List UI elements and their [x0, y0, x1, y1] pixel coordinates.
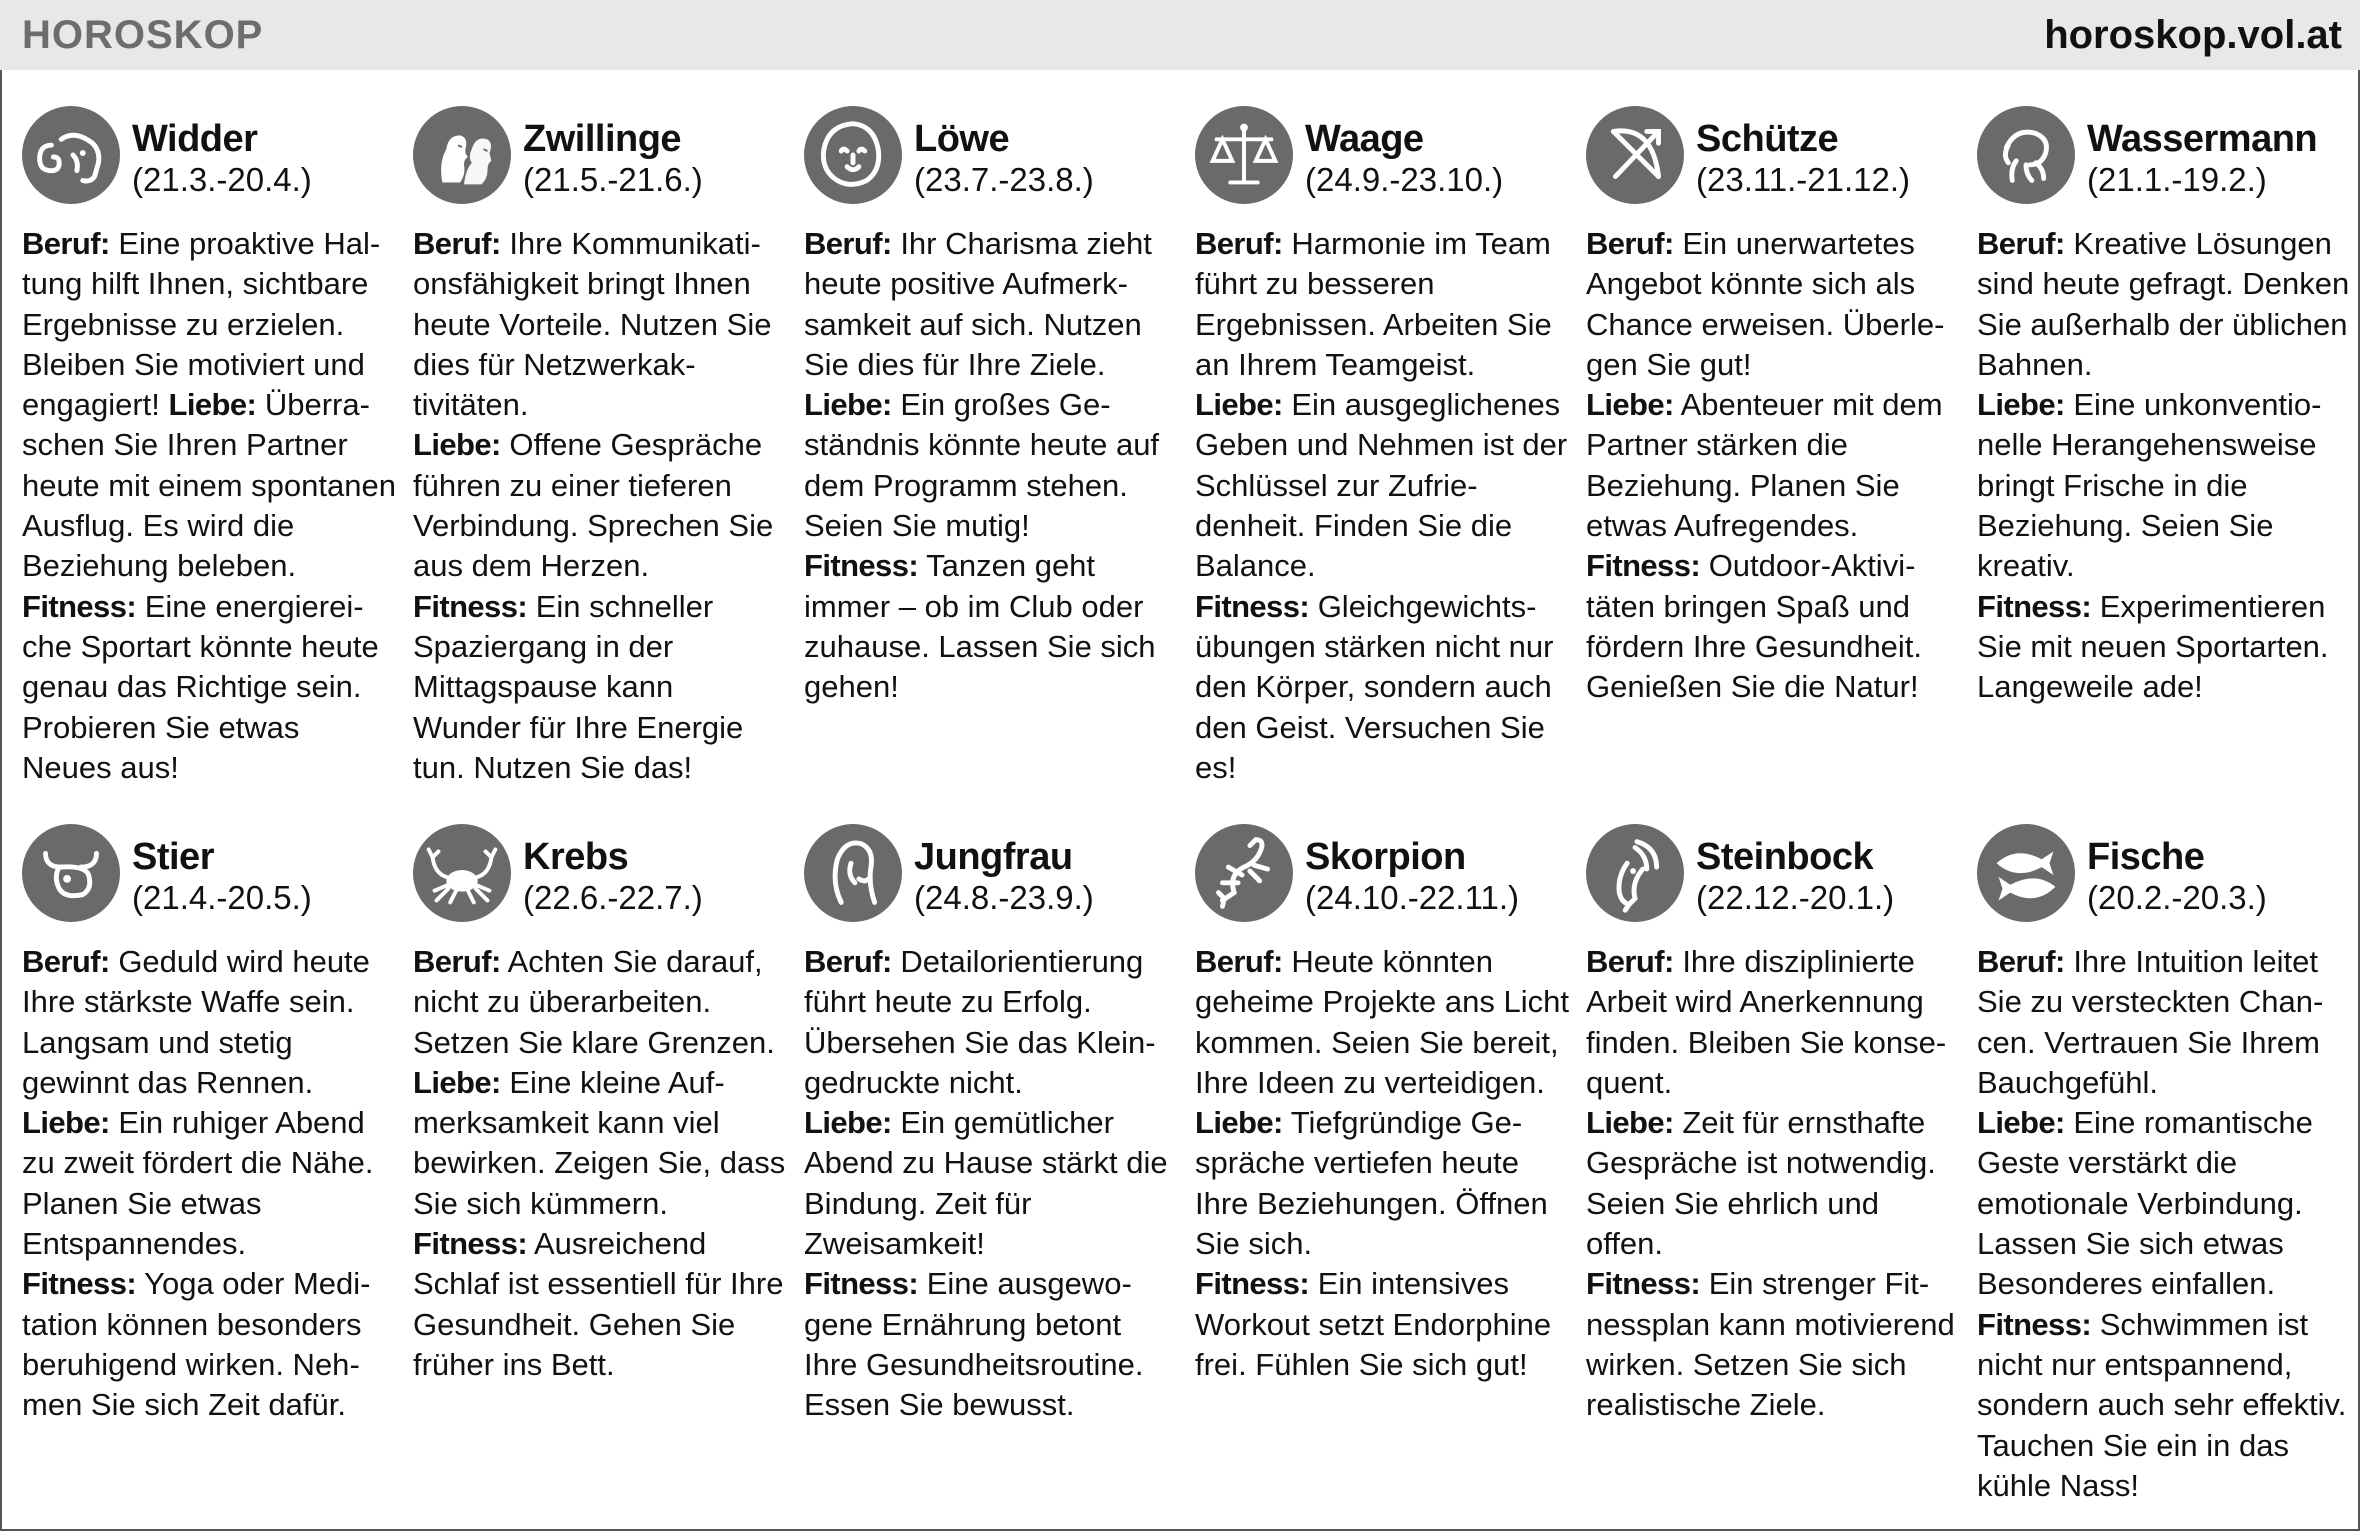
fitness-label: Fitness:: [1195, 1266, 1310, 1302]
beruf-label: Beruf:: [804, 944, 892, 979]
sign-name: Stier: [132, 836, 214, 878]
horoscope-card-widder: [22, 106, 396, 824]
beruf-text: Achten Sie darauf, nicht zu überarbeiten. Setzen Sie klare Grenzen.: [413, 944, 775, 1060]
scales-icon: [1195, 106, 1293, 204]
bull-icon: [22, 824, 120, 922]
ram-icon: [22, 106, 120, 204]
fitness-text: Gleichgewichtsübungen stärken nicht nur den Körper, sondern auch den Geist. Versuchen Sie es!: [1195, 588, 1554, 785]
horoscope-card-loewe: [804, 106, 1178, 824]
beruf-label: Beruf:: [1195, 944, 1283, 979]
fitness-label: Fitness:: [1586, 1266, 1701, 1302]
fitness-label: Fitness:: [804, 548, 919, 584]
scorpion-icon: [1195, 824, 1293, 922]
sign-name: Löwe: [914, 118, 1010, 160]
liebe-label: Liebe:: [804, 387, 892, 423]
horoscope-text: [413, 224, 787, 788]
sign-name: Widder: [132, 118, 258, 160]
sign-dates: (22.12.-20.1.): [1696, 879, 1895, 916]
sign-dates: (23.11.-21.12.): [1696, 161, 1911, 198]
lion-icon: [804, 106, 902, 204]
fish-icon: [1977, 824, 2075, 922]
horoscope-card-stier: [22, 824, 396, 1524]
horoscope-card-fische: [1977, 824, 2351, 1524]
liebe-label: Liebe:: [413, 1064, 501, 1100]
fitness-text: Ein schneller Spaziergang in der Mittagspause kann Wunder für Ihre Energie tun. Nutzen Sie das!: [413, 588, 744, 785]
beruf-text: Detailorientierung führt heute zu Erfolg. Übersehen Sie das Kleingedruckte nicht.: [804, 944, 1156, 1100]
horoscope-text: [804, 224, 1178, 708]
liebe-label: Liebe:: [804, 1105, 892, 1141]
fitness-text: Experimentieren Sie mit neuen Sportarten. Langeweile ade!: [1977, 588, 2329, 705]
horoscope-card-jungfrau: [804, 824, 1178, 1524]
horoscope-text: [1977, 942, 2351, 1506]
sign-dates: (24.10.-22.11.): [1305, 879, 1520, 916]
sign-dates: (21.4.-20.5.): [132, 879, 312, 916]
horoscope-text: [1195, 224, 1569, 788]
sign-dates: (22.6.-22.7.): [523, 879, 703, 916]
sign-name: Zwillinge: [523, 118, 682, 160]
beruf-label: Beruf:: [22, 226, 110, 261]
fitness-text: Tanzen geht immer – ob im Club oder zuhause. Lassen Sie sich gehen!: [804, 548, 1156, 705]
horoscope-text: [804, 942, 1178, 1426]
fitness-text: Ein intensives Workout setzt Endorphine frei. Fühlen Sie sich gut!: [1195, 1266, 1552, 1382]
page-header: [0, 0, 2360, 70]
liebe-label: Liebe:: [1195, 387, 1283, 423]
horoscope-text: [22, 224, 396, 788]
water-bearer-icon: [1977, 106, 2075, 204]
sign-name: Schütze: [1696, 118, 1839, 160]
sign-dates: (21.3.-20.4.): [132, 161, 312, 198]
horoscope-grid: [22, 106, 2350, 1526]
liebe-text: Eine kleine Aufmerksamkeit kann viel bewirken. Zeigen Sie, dass Sie sich kümmern.: [413, 1064, 786, 1221]
beruf-text: Ihr Charisma zieht heute positive Aufmerksamkeit auf sich. Nutzen Sie dies für Ihre Ziele.: [804, 226, 1152, 382]
fitness-text: Eine energiereiche Sportart könnte heute genau das Richtige sein. Probieren Sie etwas Neues aus!: [22, 588, 379, 785]
fitness-text: Ein strenger Fitnessplan kann motivierend wirken. Setzen Sie sich realistische Ziele.: [1586, 1266, 1955, 1423]
beruf-text: Ihre disziplinierte Arbeit wird Anerkennung finden. Bleiben Sie konsequent.: [1586, 944, 1947, 1100]
beruf-label: Beruf:: [1977, 944, 2065, 979]
liebe-text: Offene Gespräche führen zu einer tieferen Verbindung. Sprechen Sie aus dem Herzen.: [413, 427, 774, 584]
sign-name: Fische: [2087, 836, 2205, 878]
horoscope-text: [1586, 224, 1960, 708]
beruf-text: Geduld wird heute Ihre stärkste Waffe sein. Langsam und stetig gewinnt das Rennen.: [22, 944, 370, 1100]
liebe-label: Liebe:: [1977, 387, 2065, 423]
liebe-label: Liebe:: [1977, 1105, 2065, 1141]
archer-icon: [1586, 106, 1684, 204]
beruf-text: Eine proaktive Haltung hilft Ihnen, sichtbare Ergebnisse zu erzielen. Bleiben Sie motiviert und engagiert!: [22, 226, 381, 423]
fitness-label: Fitness:: [413, 588, 528, 624]
fitness-text: Eine ausgewogene Ernährung betont Ihre Gesundheitsroutine. Essen Sie bewusst.: [804, 1266, 1144, 1423]
liebe-text: Eine romantische Geste verstärkt die emotionale Verbindung. Lassen Sie sich etwas Besonderes einfallen.: [1977, 1105, 2313, 1302]
fitness-label: Fitness:: [22, 1266, 137, 1302]
horoscope-text: [1977, 224, 2351, 708]
liebe-text: Tiefgründige Gespräche vertiefen heute Ihre Beziehungen. Öffnen Sie sich.: [1195, 1105, 1548, 1262]
fitness-text: Schwimmen ist nicht nur entspannend, sondern auch sehr effektiv. Tauchen Sie ein in das kühle Nass!: [1977, 1306, 2347, 1503]
horoscope-text: [1586, 942, 1960, 1426]
horoscope-text: [22, 942, 396, 1426]
liebe-text: Zeit für ernsthafte Gespräche ist notwendig. Seien Sie ehrlich und offen.: [1586, 1105, 1936, 1262]
fitness-label: Fitness:: [22, 588, 137, 624]
sign-name: Skorpion: [1305, 836, 1466, 878]
liebe-label: Liebe:: [1586, 387, 1674, 423]
beruf-text: Ihre Kommunikationsfähigkeit bringt Ihnen heute Vorteile. Nutzen Sie dies für Netzwerkaktivitäten.: [413, 226, 772, 423]
horoscope-card-skorpion: [1195, 824, 1569, 1524]
liebe-text: Ein ausgeglichenes Geben und Nehmen ist der Schlüssel zur Zufriedenheit. Finden Sie die Balance.: [1195, 387, 1568, 584]
liebe-text: Ein ruhiger Abend zu zweit fördert die Nähe. Planen Sie etwas Entspannendes.: [22, 1105, 374, 1262]
horoscope-card-steinbock: [1586, 824, 1960, 1524]
liebe-text: Überraschen Sie Ihren Partner heute mit einem spontanen Ausflug. Es wird die Beziehung beleben.: [22, 387, 396, 584]
beruf-label: Beruf:: [1977, 226, 2065, 261]
fitness-label: Fitness:: [804, 1266, 919, 1302]
sign-name: Wassermann: [2087, 118, 2318, 160]
fitness-text: Yoga oder Meditation können besonders beruhigend wirken. Nehmen Sie sich Zeit dafür.: [22, 1266, 371, 1423]
liebe-label: Liebe:: [22, 1105, 110, 1141]
liebe-text: Ein gemütlicher Abend zu Hause stärkt die Bindung. Zeit für Zweisamkeit!: [804, 1105, 1168, 1262]
horoscope-text: [1195, 942, 1569, 1385]
sign-dates: (21.5.-21.6.): [523, 161, 703, 198]
beruf-text: Harmonie im Team führt zu besseren Ergebnissen. Arbeiten Sie an Ihrem Teamgeist.: [1195, 226, 1552, 382]
fitness-label: Fitness:: [1586, 548, 1701, 584]
sign-dates: (24.8.-23.9.): [914, 879, 1094, 916]
beruf-label: Beruf:: [1195, 226, 1283, 261]
sign-dates: (24.9.-23.10.): [1305, 161, 1504, 198]
fitness-label: Fitness:: [413, 1226, 528, 1262]
beruf-label: Beruf:: [1586, 226, 1674, 261]
virgin-icon: [804, 824, 902, 922]
twins-icon: [413, 106, 511, 204]
beruf-text: Kreative Lösungen sind heute gefragt. Denken Sie außerhalb der üblichen Bahnen.: [1977, 226, 2350, 382]
page-title: HOROSKOP: [22, 12, 264, 57]
horoscope-card-zwillinge: [413, 106, 787, 824]
beruf-label: Beruf:: [22, 944, 110, 979]
horoscope-card-wassermann: [1977, 106, 2351, 824]
fitness-label: Fitness:: [1977, 1306, 2092, 1342]
fitness-label: Fitness:: [1195, 588, 1310, 624]
beruf-label: Beruf:: [413, 226, 501, 261]
liebe-label: Liebe:: [413, 427, 501, 463]
liebe-text: Eine unkonventionelle Herangehensweise bringt Frische in die Beziehung. Seien Sie kreativ.: [1977, 387, 2322, 584]
sign-dates: (20.2.-20.3.): [2087, 879, 2267, 916]
beruf-label: Beruf:: [413, 944, 501, 979]
fitness-text: Ausreichend Schlaf ist essentiell für Ihre Gesundheit. Gehen Sie früher ins Bett.: [413, 1226, 784, 1382]
sign-dates: (23.7.-23.8.): [914, 161, 1094, 198]
sign-name: Jungfrau: [914, 836, 1073, 878]
liebe-text: Abenteuer mit dem Partner stärken die Beziehung. Planen Sie etwas Aufregendes.: [1586, 387, 1943, 544]
liebe-label: Liebe:: [1195, 1105, 1283, 1141]
horoscope-card-krebs: [413, 824, 787, 1524]
horoscope-text: [413, 942, 787, 1385]
beruf-text: Ihre Intuition leitet Sie zu versteckten Chancen. Vertrauen Sie Ihrem Bauchgefühl.: [1977, 944, 2324, 1100]
beruf-label: Beruf:: [1586, 944, 1674, 979]
horoscope-card-waage: [1195, 106, 1569, 824]
sign-name: Krebs: [523, 836, 629, 878]
sign-name: Waage: [1305, 118, 1424, 160]
fitness-label: Fitness:: [1977, 588, 2092, 624]
liebe-label: Liebe:: [1586, 1105, 1674, 1141]
liebe-label: Liebe:: [168, 387, 257, 423]
site-url[interactable]: horoskop.vol.at: [2044, 12, 2342, 57]
beruf-label: Beruf:: [804, 226, 892, 261]
crab-icon: [413, 824, 511, 922]
horoscope-card-schuetze: [1586, 106, 1960, 824]
sign-dates: (21.1.-19.2.): [2087, 161, 2267, 198]
beruf-text: Ein unerwartetes Angebot könnte sich als Chance erweisen. Überlegen Sie gut!: [1586, 226, 1945, 382]
goat-icon: [1586, 824, 1684, 922]
sign-name: Steinbock: [1696, 836, 1874, 878]
fitness-text: Outdoor-Aktivitäten bringen Spaß und fördern Ihre Gesundheit. Genießen Sie die Natur!: [1586, 548, 1923, 705]
beruf-text: Heute könnten geheime Projekte ans Licht kommen. Seien Sie bereit, Ihre Ideen zu verteidigen.: [1195, 944, 1569, 1100]
liebe-text: Ein großes Geständnis könnte heute auf dem Programm stehen. Seien Sie mutig!: [804, 387, 1160, 544]
